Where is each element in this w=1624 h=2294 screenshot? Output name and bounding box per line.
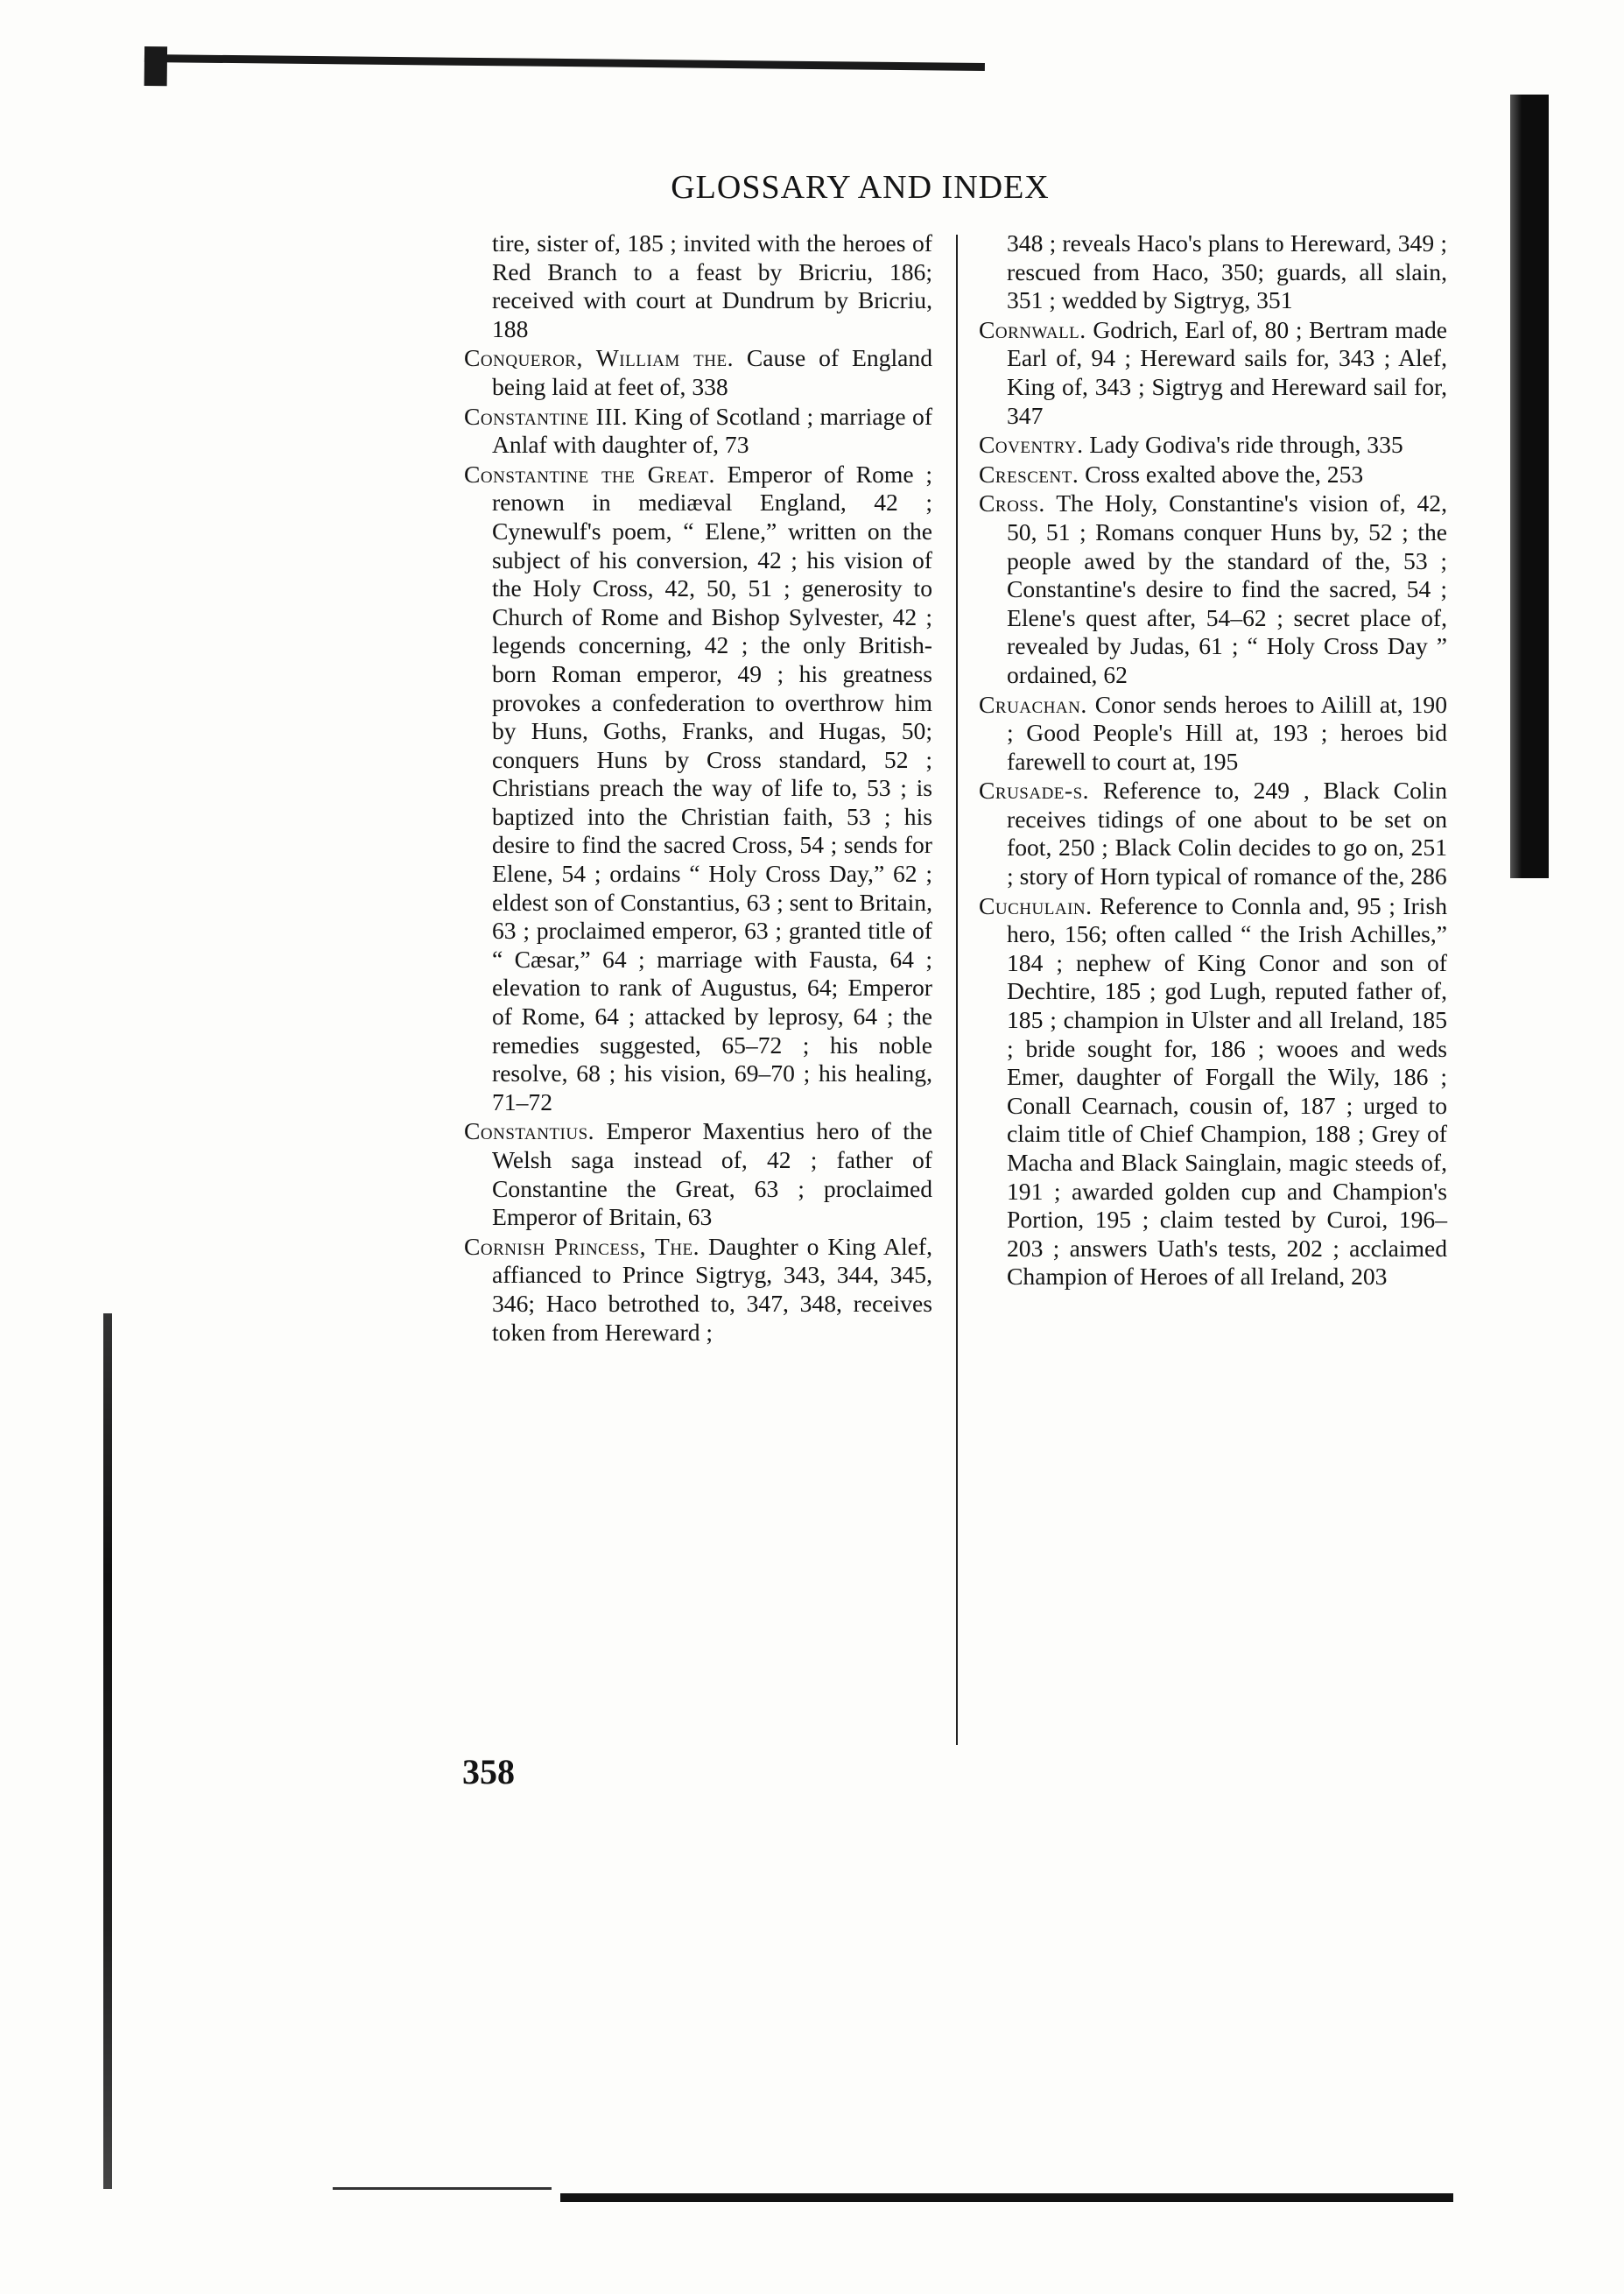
entry-text: King of Scotland ; marriage of Anlaf with daughter of, 73 bbox=[492, 402, 933, 459]
entry-headword: Crescent. bbox=[979, 460, 1079, 488]
page-title: GLOSSARY AND INDEX bbox=[671, 169, 1050, 206]
entry-text: 348 ; reveals Haco's plans to Hereward, 349 ; rescued from Haco, 350; guards, all slain, 351 ; wedded by Sigtryg, 351 bbox=[1007, 229, 1447, 314]
entry-headword: Cornwall. bbox=[979, 315, 1086, 343]
entry-headword: Conqueror, William the. bbox=[464, 344, 734, 372]
entry-text: Emperor of Rome ; renown in mediæval England, 42 ; Cynewulf's poem, “ Elene,” written on the subject of his conversion, 42 ; his vision of the Holy Cross, 42, 50, 51 ; generosity to Church of Rome and Bishop Sylvester, 42 ; legends concerning, 42 ; the only British-born Roman emperor, 49 ; his greatness provokes a confederation to overthrow him by Huns, Goths, Franks, and Hugas, 50; conquers Huns by Cross standard, 52 ; Christians preach the way of life to, 53 ; is baptized into the Christian faith, 53 ; his desire to find the sacred Cross, 54 ; sends for Elene, 54 ; ordains “ Holy Cross Day,” 62 ; eldest son of Constantius, 63 ; sent to Britain, 63 ; proclaimed emperor, 63 ; granted title of “ Cæsar,” 64 ; marriage with Fausta, 64 ; elevation to rank of Augustus, 64; Emperor of Rome, 64 ; attacked by leprosy, 64 ; the remedies suggested, 65–72 ; his noble resolve, 68 ; his vision, 69–70 ; his healing, 71–72 bbox=[492, 460, 932, 1115]
index-entry bbox=[979, 461, 1447, 489]
entry-text: Lady Godiva's ride through, 335 bbox=[1083, 431, 1403, 459]
index-entry bbox=[979, 431, 1447, 460]
index-entry bbox=[979, 489, 1447, 689]
index-entry bbox=[464, 1233, 932, 1347]
index-entry bbox=[979, 229, 1447, 315]
entry-headword: Crusade-s. bbox=[979, 777, 1090, 805]
scan-edge-bottom bbox=[560, 2193, 1453, 2202]
index-entry bbox=[464, 344, 932, 401]
entry-text: Reference to Connla and, 95 ; Irish hero, 156; often called “ the Irish Achilles,” 184 ; nephew of King Conor and son of Dechtire, 185 ; god Lugh, reputed father of, 185 ; champion in Ulster and all Ireland, 185 ; bride sought for, 186 ; wooes and weds Emer, daughter of Forgall the Wily, 186 ; Conall Cearnach, cousin of, 187 ; urged to claim title of Chief Champion, 188 ; Grey of Macha and Black Sainglain, magic steeds of, 191 ; awarded golden cup and Champion's Portion, 195 ; claim tested by Curoi, 196–203 ; answers Uath's tests, 202 ; acclaimed Champion of Heroes of all Ireland, 203 bbox=[1007, 891, 1447, 1291]
index-entry bbox=[979, 691, 1447, 777]
scan-edge-top bbox=[144, 54, 985, 71]
entry-text: Daughter o King Alef, affianced to Prince Sigtryg, 343, 344, 345, 346; Haco betrothed to, 347, 348, receives token from Hereward ; bbox=[492, 1232, 932, 1346]
index-entry bbox=[464, 1117, 932, 1231]
entry-text: Emperor Maxentius hero of the Welsh saga instead of, 42 ; father of Constantine the Great, 63 ; proclaimed Emperor of Britain, 63 bbox=[492, 1117, 932, 1231]
entry-text: Godrich, Earl of, 80 ; Bertram made Earl of, 94 ; Hereward sails for, 343 ; Alef, King of, 343 ; Sigtryg and Hereward sail for, 347 bbox=[1007, 315, 1447, 429]
entry-text: The Holy, Constantine's vision of, 42, 50, 51 ; Romans conquer Huns by, 52 ; the people awed by the standard of the, 53 ; Constantine's desire to find the sacred, 54 ; Elene's quest after, 54–62 ; secret place of, revealed by Judas, 61 ; “ Holy Cross Day ” ordained, 62 bbox=[1007, 489, 1447, 688]
entry-headword: Constantine III. bbox=[464, 402, 629, 430]
scan-edge-right bbox=[1510, 95, 1549, 878]
entry-headword: Constantine the Great. bbox=[464, 460, 715, 488]
entry-text: Conor sends heroes to Ailill at, 190 ; Good People's Hill at, 193 ; heroes bid farewell to court at, 195 bbox=[1007, 690, 1447, 775]
index-entry bbox=[464, 229, 932, 343]
column-divider bbox=[956, 235, 958, 1745]
index-entry bbox=[979, 316, 1447, 430]
entry-headword: Coventry. bbox=[979, 431, 1084, 459]
entry-text: Cross exalted above the, 253 bbox=[1079, 460, 1364, 488]
entry-headword: Constantius. bbox=[464, 1117, 595, 1145]
entry-headword: Cuchulain. bbox=[979, 891, 1093, 919]
entry-text: Cause of England being laid at feet of, 338 bbox=[492, 344, 932, 400]
index-entry bbox=[464, 403, 932, 460]
index-column-right bbox=[979, 229, 1447, 1292]
entry-headword: Cross. bbox=[979, 489, 1045, 517]
scan-edge-bottom-left bbox=[333, 2187, 552, 2190]
entry-text: tire, sister of, 185 ; invited with the heroes of Red Branch to a feast by Bricriu, 186; received with court at Dundrum by Bricriu, 188 bbox=[492, 229, 932, 342]
entry-headword: Cruachan. bbox=[979, 690, 1087, 718]
scan-edge-left bbox=[103, 1313, 112, 2189]
index-entry bbox=[979, 777, 1447, 890]
page-number: 358 bbox=[462, 1752, 515, 1791]
index-entry bbox=[464, 461, 932, 1117]
index-entry bbox=[979, 892, 1447, 1291]
index-column-left bbox=[464, 229, 932, 1348]
entry-text: Reference to, 249 , Black Colin receives tidings of one about to be set on foot, 250 ; Black Colin decides to go on, 251 ; story of Horn typical of romance of the, 286 bbox=[1007, 777, 1447, 890]
entry-headword: Cornish Princess, The. bbox=[464, 1232, 700, 1260]
